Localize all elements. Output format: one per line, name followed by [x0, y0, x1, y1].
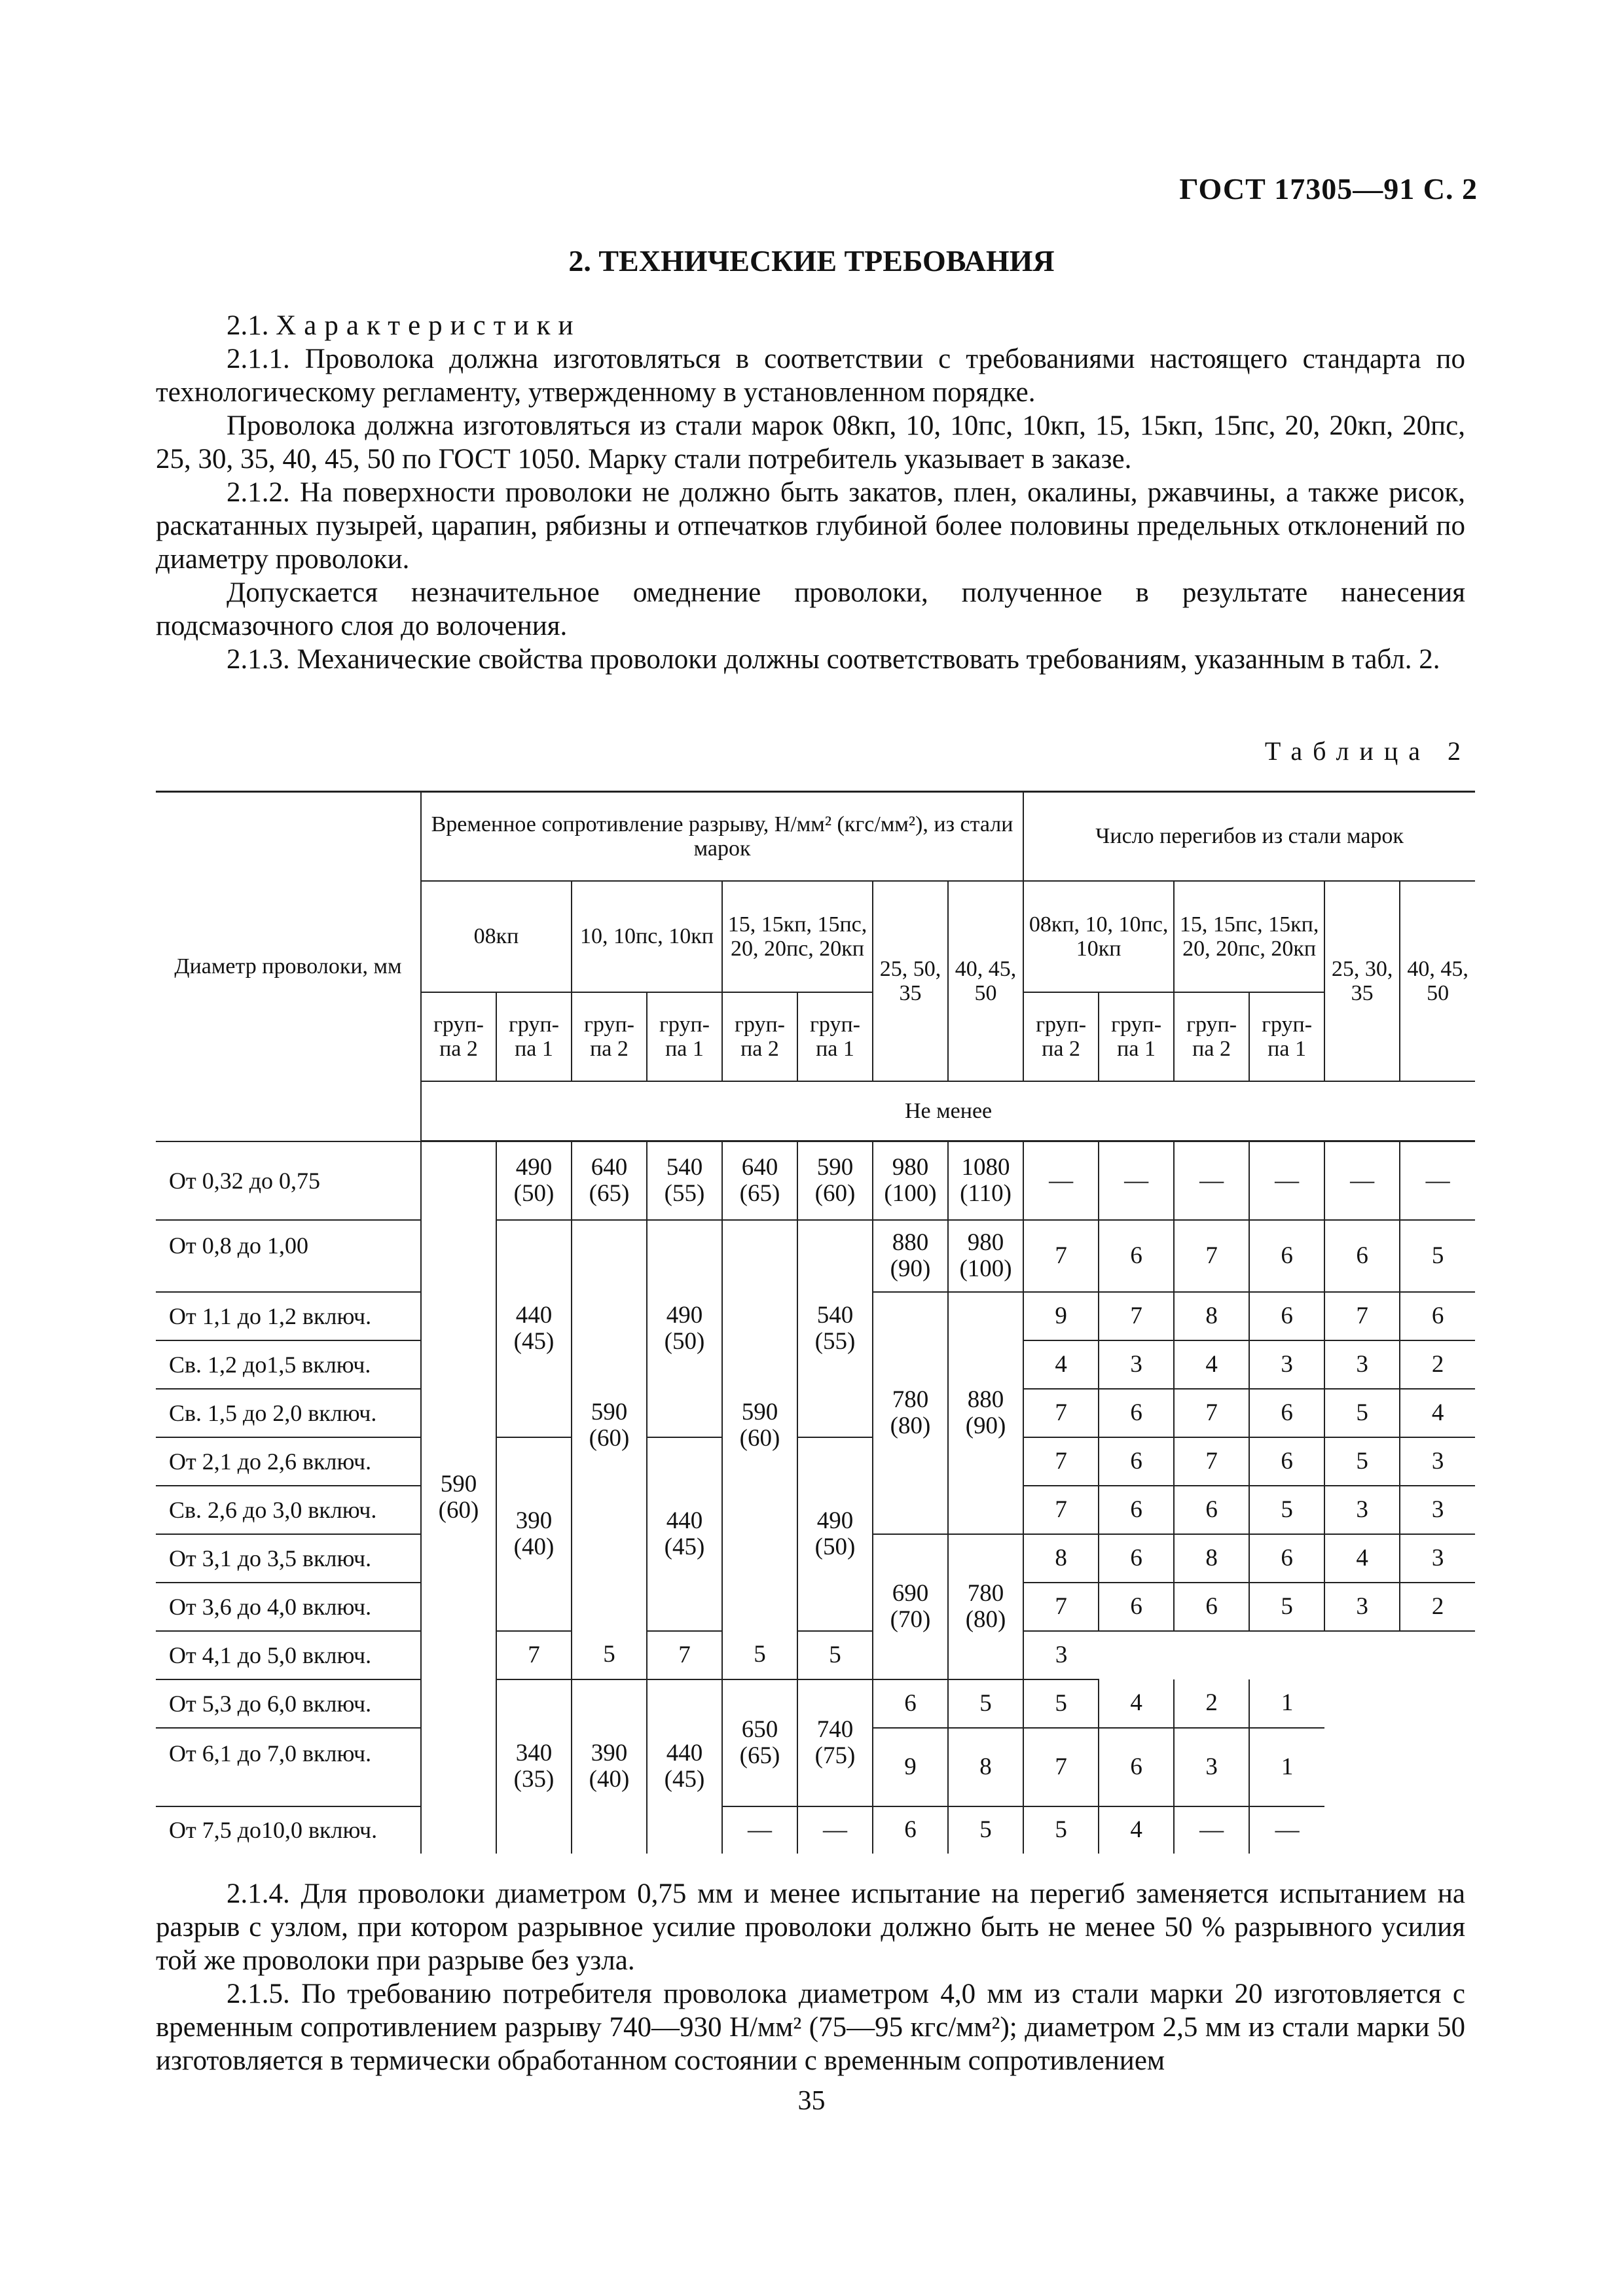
- cell-steel-40: 740 (75): [797, 1679, 873, 1806]
- cell-bends: 6: [1099, 1437, 1174, 1486]
- cell-bends: 7: [1023, 1583, 1099, 1631]
- cell-bends: 4: [1023, 1340, 1099, 1389]
- row-diameter: От 0,32 до 0,75: [156, 1141, 421, 1220]
- cell-bends: 4: [1324, 1534, 1400, 1583]
- row-diameter: От 2,1 до 2,6 включ.: [156, 1437, 421, 1486]
- row-diameter: От 0,8 до 1,00: [156, 1220, 421, 1292]
- body-text-bottom: [156, 1877, 1465, 2077]
- cell-bends: 5: [572, 1631, 647, 1679]
- cell-bends: 6: [1174, 1486, 1249, 1534]
- row-diameter: Св. 1,2 до1,5 включ.: [156, 1340, 421, 1389]
- cell-08kp-group-1: 390 (40): [496, 1437, 572, 1631]
- header-group-2: груп-па 2: [1023, 992, 1099, 1081]
- cell-bends: 5: [948, 1806, 1023, 1854]
- properties-table: [156, 791, 1475, 1854]
- header-not-less: Не менее: [421, 1081, 1475, 1141]
- cell-bends: 3: [1099, 1340, 1174, 1389]
- header-group-1: груп-па 1: [496, 992, 572, 1081]
- cell-bends: 5: [948, 1679, 1023, 1728]
- header-bend-steel-08: 08кп, 10, 10пс, 10кп: [1023, 881, 1174, 992]
- header-group-2: груп-па 2: [421, 992, 496, 1081]
- header-group-2: груп-па 2: [572, 992, 647, 1081]
- cell-bends: 6: [1324, 1220, 1400, 1292]
- paragraph-2-1-2-b: Допускается незначительное омеднение проволоки, полученное в результате нанесения подсмазочного слоя до волочения.: [156, 577, 1465, 641]
- cell-bends: 6: [1249, 1292, 1324, 1340]
- cell-bends: 4: [1174, 1340, 1249, 1389]
- cell-bends: 7: [496, 1631, 572, 1679]
- cell-bends: —: [1099, 1141, 1174, 1220]
- cell-15-group-1: 490 (50): [797, 1437, 873, 1631]
- cell-bends: 2: [1400, 1340, 1475, 1389]
- cell-bends: 6: [1099, 1220, 1174, 1292]
- cell-bends: 6: [1099, 1728, 1174, 1806]
- cell-bends: 8: [1023, 1534, 1099, 1583]
- cell-bends: 7: [647, 1631, 722, 1679]
- cell-bends: 2: [1400, 1583, 1475, 1631]
- paragraph-2-1-3: 2.1.3. Механические свойства проволоки должны соответствовать требованиям, указанным в табл. 2.: [227, 644, 1440, 675]
- cell-bends: 6: [1099, 1486, 1174, 1534]
- cell-08kp-group-2: 590 (60): [421, 1141, 496, 1854]
- cell-08kp-group-1: 340 (35): [496, 1679, 572, 1854]
- header-bend-steel-40: 40, 45, 50: [1400, 881, 1475, 1081]
- cell-10-group-1: 540 (55): [647, 1141, 722, 1220]
- section-title: 2. ТЕХНИЧЕСКИЕ ТРЕБОВАНИЯ: [568, 244, 1055, 278]
- cell-bends: 8: [948, 1728, 1023, 1806]
- cell-15-group-2: 640 (65): [722, 1141, 797, 1220]
- cell-bends: 6: [1174, 1583, 1249, 1631]
- cell-bends: 5: [1023, 1806, 1099, 1854]
- cell-15-group-2: 590 (60): [722, 1220, 797, 1631]
- header-bend-steel-15: 15, 15пс, 15кп, 20, 20пс, 20кп: [1174, 881, 1324, 992]
- cell-bends: 5: [722, 1631, 797, 1679]
- cell-bends: —: [1400, 1141, 1475, 1220]
- cell-bends: 5: [1400, 1220, 1475, 1292]
- header-group-1: груп-па 1: [1099, 992, 1174, 1081]
- cell-steel-25: 780 (80): [873, 1292, 948, 1534]
- row-diameter: Св. 2,6 до 3,0 включ.: [156, 1486, 421, 1534]
- cell-bends: 6: [1249, 1534, 1324, 1583]
- row-diameter: От 3,6 до 4,0 включ.: [156, 1583, 421, 1631]
- row-diameter: От 6,1 до 7,0 включ.: [156, 1728, 421, 1806]
- cell-bends: 3: [1249, 1340, 1324, 1389]
- paragraph-2-1-2: 2.1.2. На поверхности проволоки не должно быть закатов, плен, окалины, ржавчины, а также рисок, раскатанных пузырей, царапин, рябизны и отпечатков глубиной более половины предельных отклонений по диаметру проволоки.: [156, 477, 1465, 575]
- paragraph-2-1-1-b: Проволока должна изготовляться из стали марок 08кп, 10, 10пс, 10кп, 15, 15кп, 15пс, 20, 20кп, 20пс, 25, 30, 35, 40, 45, 50 по ГОСТ 1050. Марку стали потребитель указывает в заказе.: [156, 410, 1465, 475]
- header-steel-25: 25, 50, 35: [873, 881, 948, 1081]
- cell-bends: 5: [797, 1631, 873, 1679]
- header-group-1: груп-па 1: [1249, 992, 1324, 1081]
- row-diameter: От 3,1 до 3,5 включ.: [156, 1534, 421, 1583]
- row-diameter: От 4,1 до 5,0 включ.: [156, 1631, 421, 1679]
- cell-steel-25: —: [722, 1806, 797, 1854]
- cell-steel-25: 880 (90): [873, 1220, 948, 1292]
- header-bends: Число перегибов из стали марок: [1023, 792, 1475, 881]
- header-diameter: Диаметр проволоки, мм: [156, 792, 421, 1141]
- cell-bends: 7: [1324, 1292, 1400, 1340]
- cell-bends: 9: [873, 1728, 948, 1806]
- cell-bends: —: [1324, 1141, 1400, 1220]
- paragraph-2-1-5: 2.1.5. По требованию потребителя проволока диаметром 4,0 мм из стали марки 20 изготовляется с временным сопротивлением разрыву 740—930 Н/мм² (75—95 кгс/мм²); диаметром 2,5 мм из стали марки 50 изготовляется в термически обработанном состоянии с временным сопротивлением: [156, 1979, 1465, 2076]
- cell-bends: 7: [1023, 1486, 1099, 1534]
- cell-bends: —: [1275, 1816, 1300, 1843]
- cell-bends: 3: [1174, 1728, 1249, 1806]
- cell-bends: 7: [1023, 1389, 1099, 1437]
- cell-bends: 6: [1099, 1583, 1174, 1631]
- cell-bends: 6: [1099, 1534, 1174, 1583]
- cell-bends: 4: [1400, 1389, 1475, 1437]
- header-group-1: груп-па 1: [797, 992, 873, 1081]
- cell-10-group-1: 440 (45): [647, 1437, 722, 1631]
- header-steel-08kp: 08кп: [421, 881, 572, 992]
- cell-bends: —: [1174, 1141, 1249, 1220]
- header-steel-10: 10, 10пс, 10кп: [572, 881, 722, 992]
- cell-steel-40: 880 (90): [948, 1292, 1023, 1534]
- cell-bends: 7: [1174, 1437, 1249, 1486]
- row-diameter: От 7,5 до10,0 включ.: [156, 1806, 421, 1854]
- cell-10-group-1: 390 (40): [572, 1679, 647, 1854]
- cell-bends: 7: [1174, 1220, 1249, 1292]
- cell-steel-40: 1080 (110): [948, 1141, 1023, 1220]
- cell-15-group-1: 590 (60): [797, 1141, 873, 1220]
- cell-bends: 9: [1023, 1292, 1099, 1340]
- cell-bends: 1: [1249, 1728, 1324, 1806]
- cell-steel-40: 980 (100): [948, 1220, 1023, 1292]
- document-reference: ГОСТ 17305—91 С. 2: [1179, 172, 1478, 206]
- cell-15-group-1: 440 (45): [647, 1679, 722, 1854]
- body-text-top: [156, 309, 1465, 676]
- header-steel-15: 15, 15кп, 15пс, 20, 20пс, 20кп: [722, 881, 873, 992]
- page-number: 35: [797, 2086, 826, 2116]
- cell-bends: —: [1023, 1141, 1099, 1220]
- row-diameter: Св. 1,5 до 2,0 включ.: [156, 1389, 421, 1437]
- cell-15-group-1: 540 (55): [797, 1220, 873, 1437]
- row-diameter: От 1,1 до 1,2 включ.: [156, 1292, 421, 1340]
- cell-bends: 5: [1249, 1486, 1324, 1534]
- table-caption: Таблица 2: [1264, 736, 1471, 766]
- cell-bends: 8: [1174, 1292, 1249, 1340]
- cell-bends: 3: [1023, 1631, 1099, 1679]
- cell-bends: 4: [1099, 1679, 1174, 1728]
- cell-bends: 6: [873, 1806, 948, 1854]
- cell-08kp-group-1: 490 (50): [496, 1141, 572, 1220]
- cell-steel-25: 690 (70): [873, 1534, 948, 1679]
- cell-bends: 3: [1400, 1534, 1475, 1583]
- cell-bends: 6: [1400, 1292, 1475, 1340]
- cell-bends: 1: [1249, 1679, 1324, 1728]
- cell-bends: 3: [1324, 1340, 1400, 1389]
- cell-bends: 4: [1099, 1806, 1174, 1854]
- header-bend-steel-25: 25, 30, 35: [1324, 881, 1400, 1081]
- cell-bends: 6: [873, 1679, 948, 1728]
- header-group-2: груп-па 2: [1174, 992, 1249, 1081]
- paragraph-2-1-4: 2.1.4. Для проволоки диаметром 0,75 мм и менее испытание на перегиб заменяется испытанием на разрыв с узлом, при котором разрывное усилие проволоки должно быть не менее 50 % разрывного усилия той же проволоки при разрыве без узла.: [156, 1878, 1465, 1976]
- cell-bends: 6: [1099, 1389, 1174, 1437]
- header-group-2: груп-па 2: [722, 992, 797, 1081]
- cell-10-group-1: 490 (50): [647, 1220, 722, 1437]
- cell-bends: 5: [1324, 1437, 1400, 1486]
- header-group-1: груп-па 1: [647, 992, 722, 1081]
- cell-bends: 7: [1023, 1437, 1099, 1486]
- cell-bends: 5: [1023, 1679, 1099, 1728]
- cell-bends: 7: [1099, 1292, 1174, 1340]
- cell-bends: 2: [1174, 1679, 1249, 1728]
- paragraph-2-1-1: 2.1.1. Проволока должна изготовляться в соответствии с требованиями настоящего стандарта по технологическому регламенту, утвержденному в установленном порядке.: [156, 344, 1465, 408]
- cell-bends: 3: [1400, 1486, 1475, 1534]
- cell-10-group-2: 640 (65): [572, 1141, 647, 1220]
- paragraph-2-1: 2.1. Характеристики: [227, 310, 581, 341]
- cell-bends: 6: [1249, 1389, 1324, 1437]
- cell-bends: 5: [1249, 1583, 1324, 1631]
- subsection-title: Характеристики: [276, 310, 581, 341]
- cell-bends: —: [1249, 1141, 1324, 1220]
- cell-steel-40: —: [797, 1806, 873, 1854]
- cell-bends: 8: [1174, 1534, 1249, 1583]
- cell-bends: 3: [1324, 1486, 1400, 1534]
- cell-steel-25: 980 (100): [873, 1141, 948, 1220]
- cell-bends: 6: [1249, 1437, 1324, 1486]
- cell-steel-40: 780 (80): [948, 1534, 1023, 1679]
- cell-steel-25: 650 (65): [722, 1679, 797, 1806]
- cell-bends: 3: [1400, 1437, 1475, 1486]
- cell-bends: —: [1174, 1806, 1249, 1854]
- header-strength: Временное сопротивление разрыву, Н/мм² (кгс/мм²), из стали марок: [421, 792, 1023, 881]
- cell-bends: 5: [1324, 1389, 1400, 1437]
- cell-08kp-group-1: 440 (45): [496, 1220, 572, 1437]
- cell-bends: 6: [1249, 1220, 1324, 1292]
- header-steel-40: 40, 45, 50: [948, 881, 1023, 1081]
- cell-bends: 7: [1023, 1728, 1099, 1806]
- row-diameter: От 5,3 до 6,0 включ.: [156, 1679, 421, 1728]
- cell-bends: 7: [1023, 1220, 1099, 1292]
- cell-bends: 3: [1324, 1583, 1400, 1631]
- cell-bends: 7: [1174, 1389, 1249, 1437]
- cell-10-group-2: 590 (60): [572, 1220, 647, 1631]
